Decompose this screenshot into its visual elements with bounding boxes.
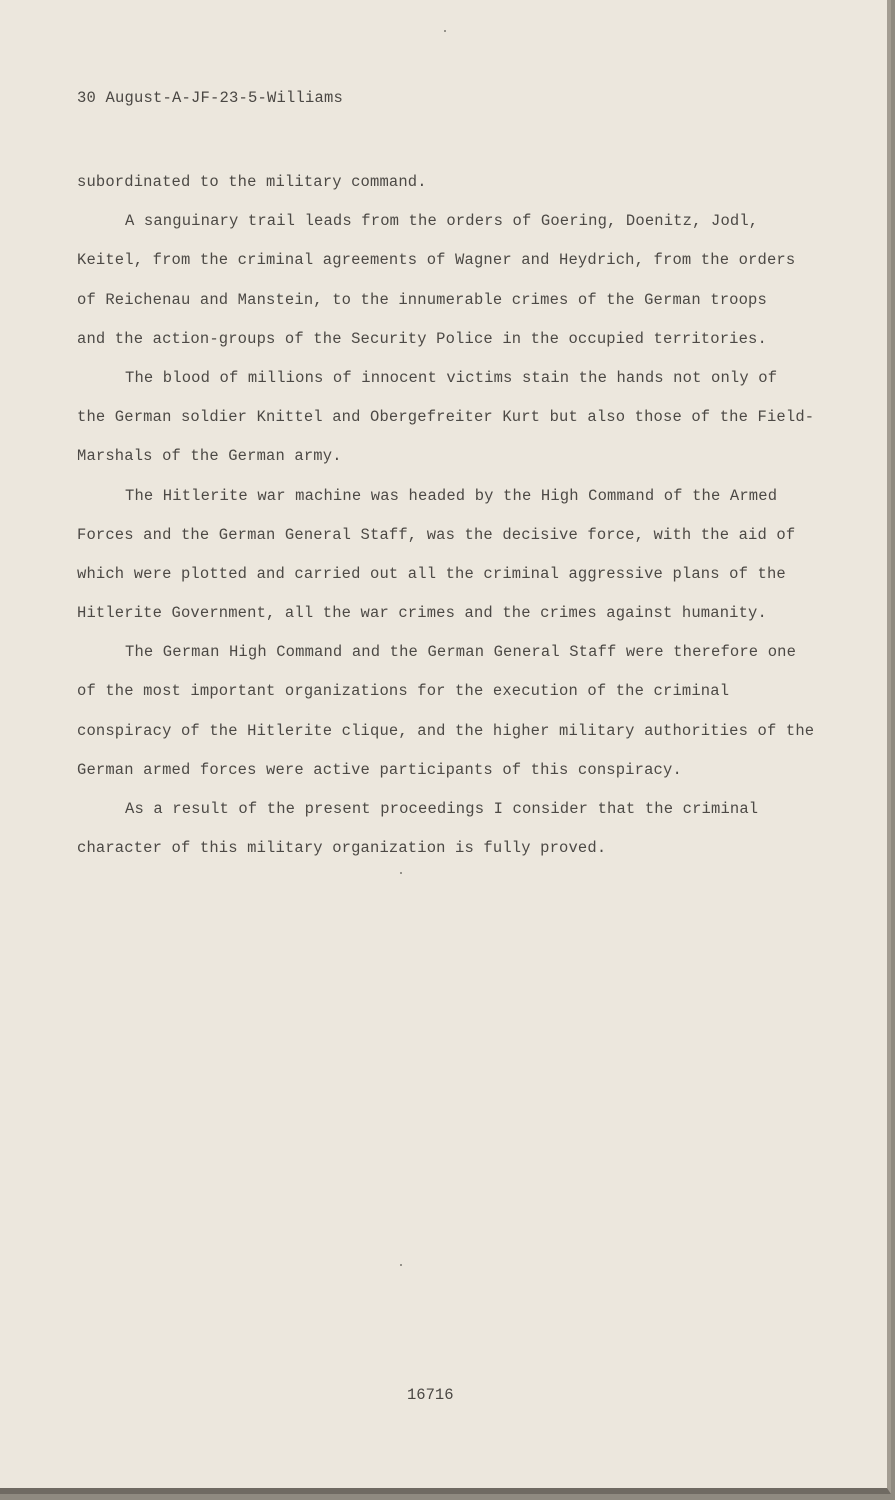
body-text (77, 163, 837, 868)
text-line: Marshals of the German army. (77, 447, 342, 466)
text-line: A sanguinary trail leads from the orders of Goering, Doenitz, Jodl, (125, 212, 759, 231)
paper-speck (444, 30, 446, 32)
text-line: and the action-groups of the Security Police in the occupied territories. (77, 329, 767, 348)
text-line: The German High Command and the German General Staff were therefore one (125, 643, 797, 662)
page-header: 30 August-A-JF-23-5-Williams (77, 89, 344, 107)
text-line: As a result of the present proceedings I consider that the criminal (125, 800, 759, 818)
text-line: Keitel, from the criminal agreements of Wagner and Heydrich, from the orders (77, 251, 796, 270)
text-line: conspiracy of the Hitlerite clique, and the higher military authorities of the (77, 721, 815, 740)
text-line: of the most important organizations for the execution of the criminal (77, 682, 730, 701)
paper-speck (400, 1264, 402, 1266)
text-line: German armed forces were active participants of this conspiracy. (77, 760, 682, 779)
text-line: Hitlerite Government, all the war crimes and the crimes against humanity. (77, 604, 767, 623)
text-line: subordinated to the military command. (77, 173, 427, 191)
text-line: Forces and the German General Staff, was the decisive force, with the aid of (77, 525, 796, 544)
text-line: which were plotted and carried out all the criminal aggressive plans of the (77, 564, 786, 583)
text-line: The Hitlerite war machine was headed by the High Command of the Armed (125, 486, 778, 505)
text-line: The blood of millions of innocent victims stain the hands not only of (125, 368, 778, 387)
text-line: of Reichenau and Manstein, to the innumerable crimes of the German troops (77, 290, 767, 309)
text-line: the German soldier Knittel and Obergefreiter Kurt but also those of the Field- (77, 408, 815, 427)
paper-speck (400, 872, 402, 874)
page-number: 16716 (407, 1386, 454, 1404)
text-line: character of this military organization is fully proved. (77, 839, 607, 858)
